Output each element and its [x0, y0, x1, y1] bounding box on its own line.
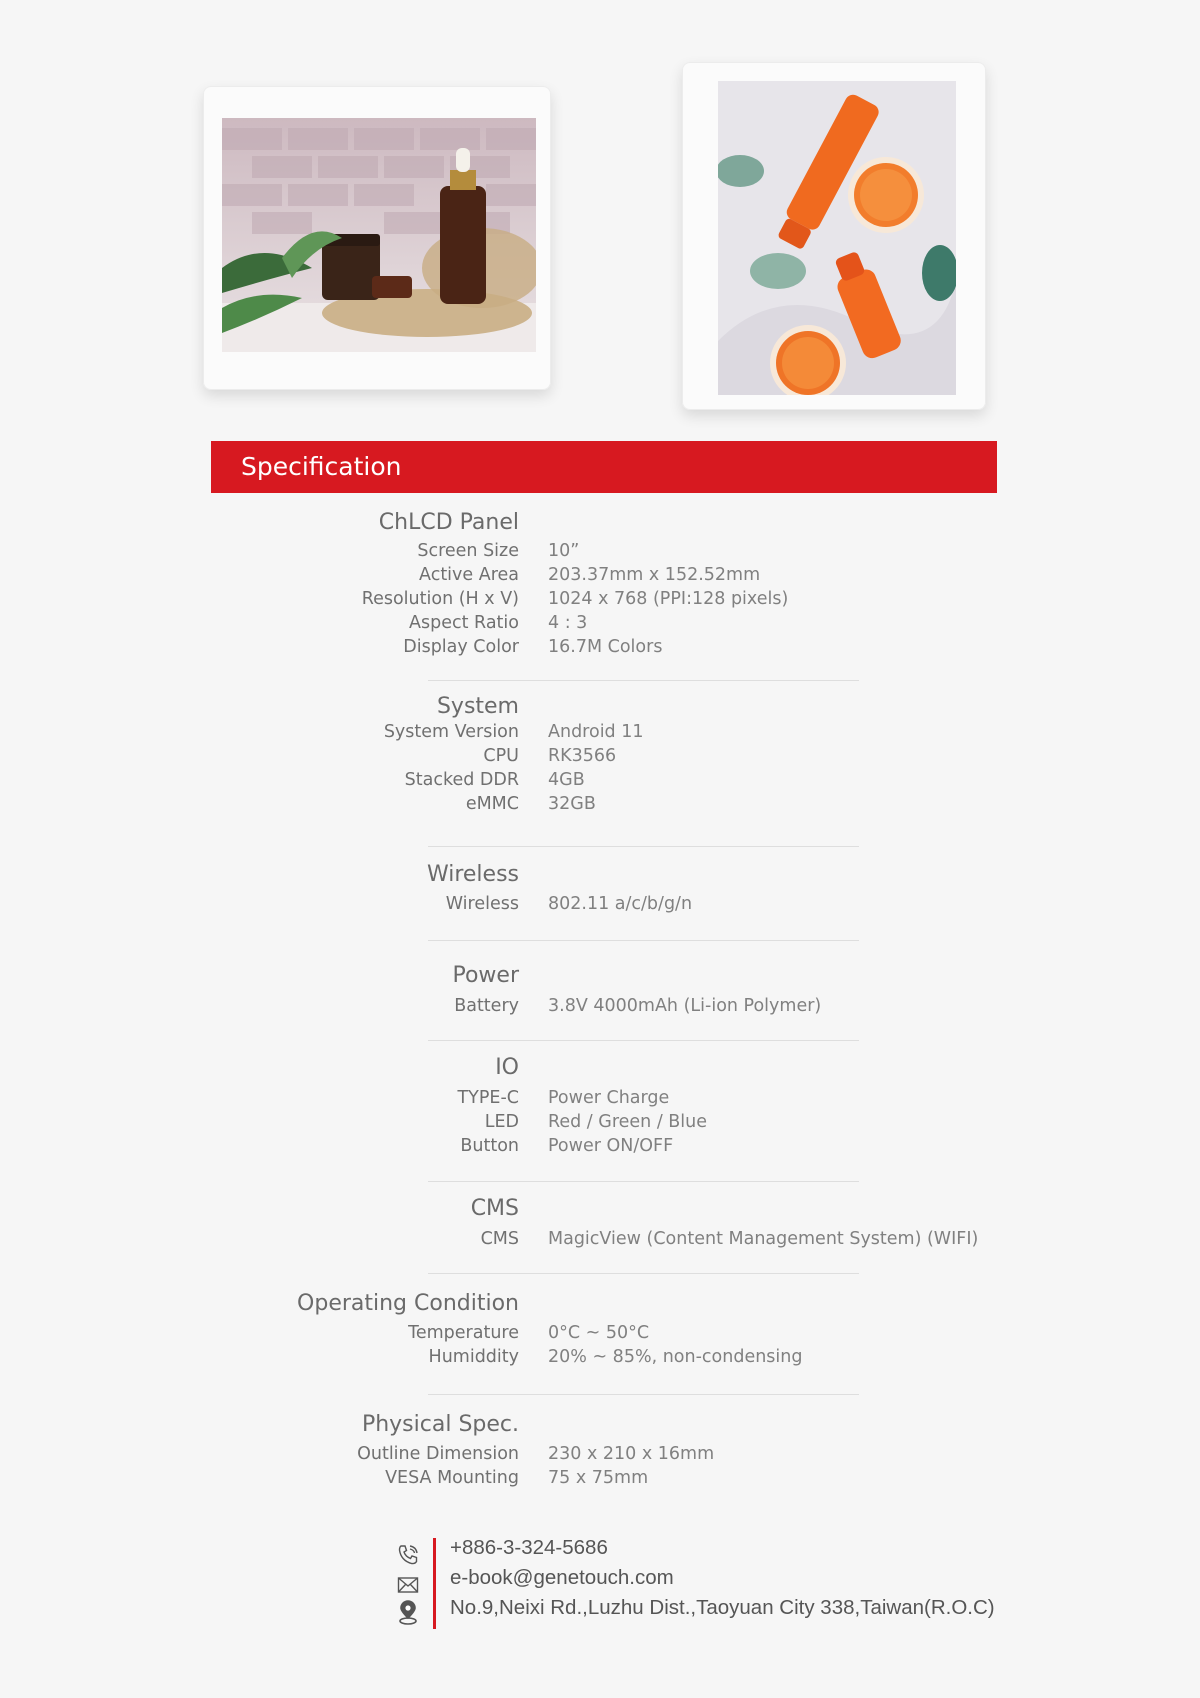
spec-row: [0, 565, 1200, 589]
spec-row: [0, 1112, 1200, 1136]
spec-row: [0, 722, 1200, 746]
spec-row: [0, 996, 1200, 1020]
spec-label: Screen Size: [417, 541, 519, 561]
spec-group-title: Operating Condition: [297, 1291, 519, 1316]
spec-group-title: IO: [495, 1055, 519, 1080]
spec-label: Display Color: [403, 637, 519, 657]
spec-value: 1024 x 768 (PPI:128 pixels): [548, 589, 789, 609]
spec-value: 802.11 a/c/b/g/n: [548, 894, 693, 914]
spec-divider: [428, 1273, 859, 1274]
portrait-display-frame: [682, 62, 986, 410]
spec-label: TYPE-C: [457, 1088, 519, 1108]
spec-label: Outline Dimension: [357, 1444, 519, 1464]
spec-row: [0, 1444, 1200, 1468]
spec-label: Wireless: [445, 894, 519, 914]
spec-value: 75 x 75mm: [548, 1468, 649, 1488]
spec-row: [0, 794, 1200, 818]
spec-group-title: Physical Spec.: [361, 1412, 519, 1437]
spec-value: 32GB: [548, 794, 596, 814]
contact-address: No.9,Neixi Rd.,Luzhu Dist.,Taoyuan City 338,Taiwan(R.O.C): [450, 1596, 995, 1619]
spec-label: VESA Mounting: [385, 1468, 519, 1488]
specification-header: Specification: [211, 441, 997, 493]
orange-cosmetics-photo: [718, 81, 956, 395]
spec-label: CMS: [480, 1229, 519, 1249]
spec-divider: [428, 1040, 859, 1041]
spec-value: 3.8V 4000mAh (Li-ion Polymer): [548, 996, 822, 1016]
spec-divider: [428, 1394, 859, 1395]
spec-label: Humiddity: [428, 1347, 519, 1367]
spec-label: eMMC: [465, 794, 519, 814]
spec-value: 16.7M Colors: [548, 637, 663, 657]
spec-row: [0, 1136, 1200, 1160]
spec-row: [0, 1229, 1200, 1253]
spec-label: Stacked DDR: [404, 770, 519, 790]
skincare-bottles-photo: [222, 118, 536, 352]
spec-value: MagicView (Content Management System) (WIFI): [548, 1229, 979, 1249]
contact-email[interactable]: e-book@genetouch.com: [450, 1566, 674, 1589]
spec-group-title: Power: [452, 963, 519, 988]
spec-row: [0, 1088, 1200, 1112]
landscape-display-frame: [203, 86, 551, 390]
spec-label: Temperature: [408, 1323, 519, 1343]
spec-label: CPU: [483, 746, 519, 766]
spec-label: Battery: [454, 996, 519, 1016]
phone-icon: [396, 1543, 420, 1567]
spec-label: Resolution (H x V): [361, 589, 519, 609]
spec-label: Button: [460, 1136, 519, 1156]
spec-value: 4 : 3: [548, 613, 588, 633]
spec-group-title: Wireless: [426, 862, 519, 887]
spec-divider: [428, 940, 859, 941]
spec-label: LED: [484, 1112, 519, 1132]
spec-value: 203.37mm x 152.52mm: [548, 565, 761, 585]
spec-row: [0, 770, 1200, 794]
spec-group-title: ChLCD Panel: [378, 510, 519, 535]
spec-label: Active Area: [419, 565, 519, 585]
spec-value: 4GB: [548, 770, 585, 790]
spec-divider: [428, 846, 859, 847]
spec-row: [0, 589, 1200, 613]
spec-label: System Version: [383, 722, 519, 742]
spec-divider: [428, 1181, 859, 1182]
contact-phone[interactable]: +886-3-324-5686: [450, 1536, 608, 1559]
spec-value: Power Charge: [548, 1088, 670, 1108]
spec-value: Android 11: [548, 722, 644, 742]
spec-value: RK3566: [548, 746, 617, 766]
spec-row: [0, 1323, 1200, 1347]
spec-row: [0, 1468, 1200, 1492]
spec-value: Red / Green / Blue: [548, 1112, 708, 1132]
spec-value: Power ON/OFF: [548, 1136, 674, 1156]
spec-row: [0, 746, 1200, 770]
envelope-icon: [396, 1573, 420, 1597]
spec-group-title: CMS: [470, 1196, 519, 1221]
spec-value: 0°C ~ 50°C: [548, 1323, 650, 1343]
spec-row: [0, 541, 1200, 565]
spec-row: [0, 613, 1200, 637]
spec-divider: [428, 680, 859, 681]
spec-group-title: System: [436, 694, 519, 719]
spec-row: [0, 1347, 1200, 1371]
contact-accent-bar: [433, 1538, 436, 1629]
spec-row: [0, 637, 1200, 661]
spec-value: 10”: [548, 541, 580, 561]
spec-row: [0, 894, 1200, 918]
spec-value: 20% ~ 85%, non-condensing: [548, 1347, 803, 1367]
spec-value: 230 x 210 x 16mm: [548, 1444, 715, 1464]
location-pin-icon: [396, 1600, 420, 1624]
spec-label: Aspect Ratio: [409, 613, 519, 633]
